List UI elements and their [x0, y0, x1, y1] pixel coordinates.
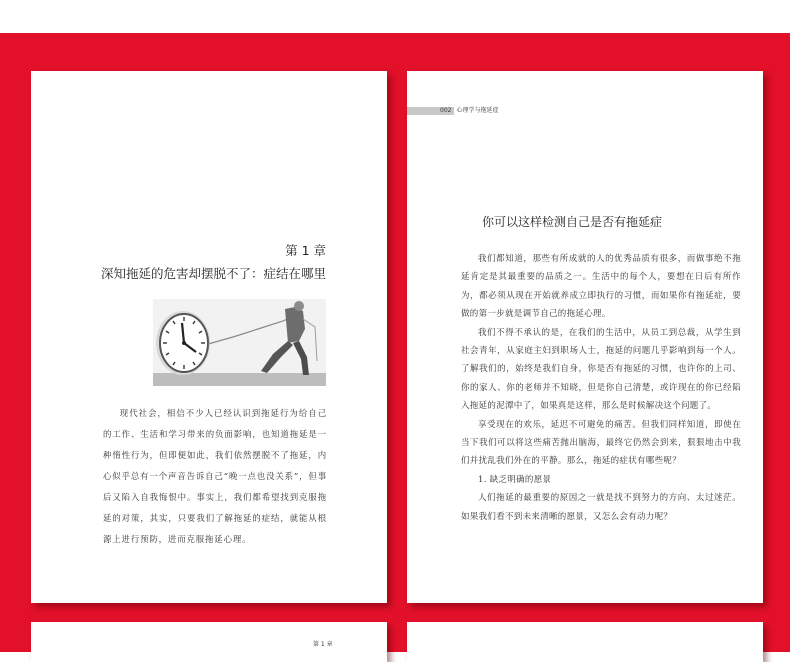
bottom-right-page: [407, 622, 763, 662]
chapter-illustration: [153, 299, 326, 386]
left-page: [31, 71, 387, 603]
section-title: 你可以这样检测自己是否有拖延症: [482, 215, 663, 229]
top-band: [0, 0, 790, 33]
bottom-page-header: 第 1 章: [313, 641, 333, 648]
man-pulling-clock-illustration: [153, 299, 326, 386]
chapter-intro-text: 现代社会，相信不少人已经认识到拖延行为给自己的工作、生活和学习带来的负面影响，也知道拖延是一种惰性行为，但即便如此，我们依然摆脱不了拖延，内心似乎总有一个声音告诉自己“晚一点也没关系”，但事后又陷入自我悔恨中。事实上，我们都希望找到克服拖延的对策，其实，只要我们了解拖延的症结，就能从根源上进行预防，进而克服拖延心理。: [103, 408, 327, 544]
book-title: 心理学与拖延症: [456, 107, 499, 114]
paragraph: 人们拖延的最重要的原因之一就是找不到努力的方向、太过迷茫。如果我们看不到未来清晰的愿景，又怎么会有动力呢？: [461, 493, 741, 522]
running-header: [440, 105, 503, 114]
paragraph: 享受现在的欢乐，延迟不可避免的痛苦。但我们同样知道，即使在当下我们可以将这些痛苦抛出脑海，最终它仍然会到来，狠狠地击中我们并扰乱我们外在的平静。那么，拖延的症状有哪些呢？: [461, 419, 741, 467]
book-preview-stage: [0, 33, 790, 652]
chapter-number: 第 1 章: [285, 243, 326, 258]
section-body: [461, 250, 741, 526]
paragraph: 我们都知道，那些有所成就的人的优秀品质有很多，而做事绝不拖延肯定是其最重要的品质之一。生活中的每个人，要想在日后有所作为，都必须从现在开始就养成立即执行的习惯，而如果你有拖延症，要做的第一步就是调节自己的拖延心理。: [461, 254, 741, 320]
page-number: 002: [440, 107, 452, 114]
paragraph: 我们不得不承认的是，在我们的生活中，从员工到总裁，从学生到社会青年，从家庭主妇到职场人士，拖延的问题几乎影响到每一个人。了解我们的，始终是我们自身，你是否有拖延的习惯，也许你的上司、你的家人、你的老师并不知晓，但是你自己清楚，或许现在的你已经陷入拖延的泥潭中了，如果真是这样，那么是时候解决这个问题了。: [461, 327, 741, 412]
chapter-intro: [103, 403, 327, 550]
subheading: 1. 缺乏明确的愿景: [478, 474, 552, 485]
bottom-left-page: [31, 622, 387, 662]
right-page: [407, 71, 763, 603]
chapter-title: 深知拖延的危害却摆脱不了：症结在哪里: [100, 266, 326, 281]
